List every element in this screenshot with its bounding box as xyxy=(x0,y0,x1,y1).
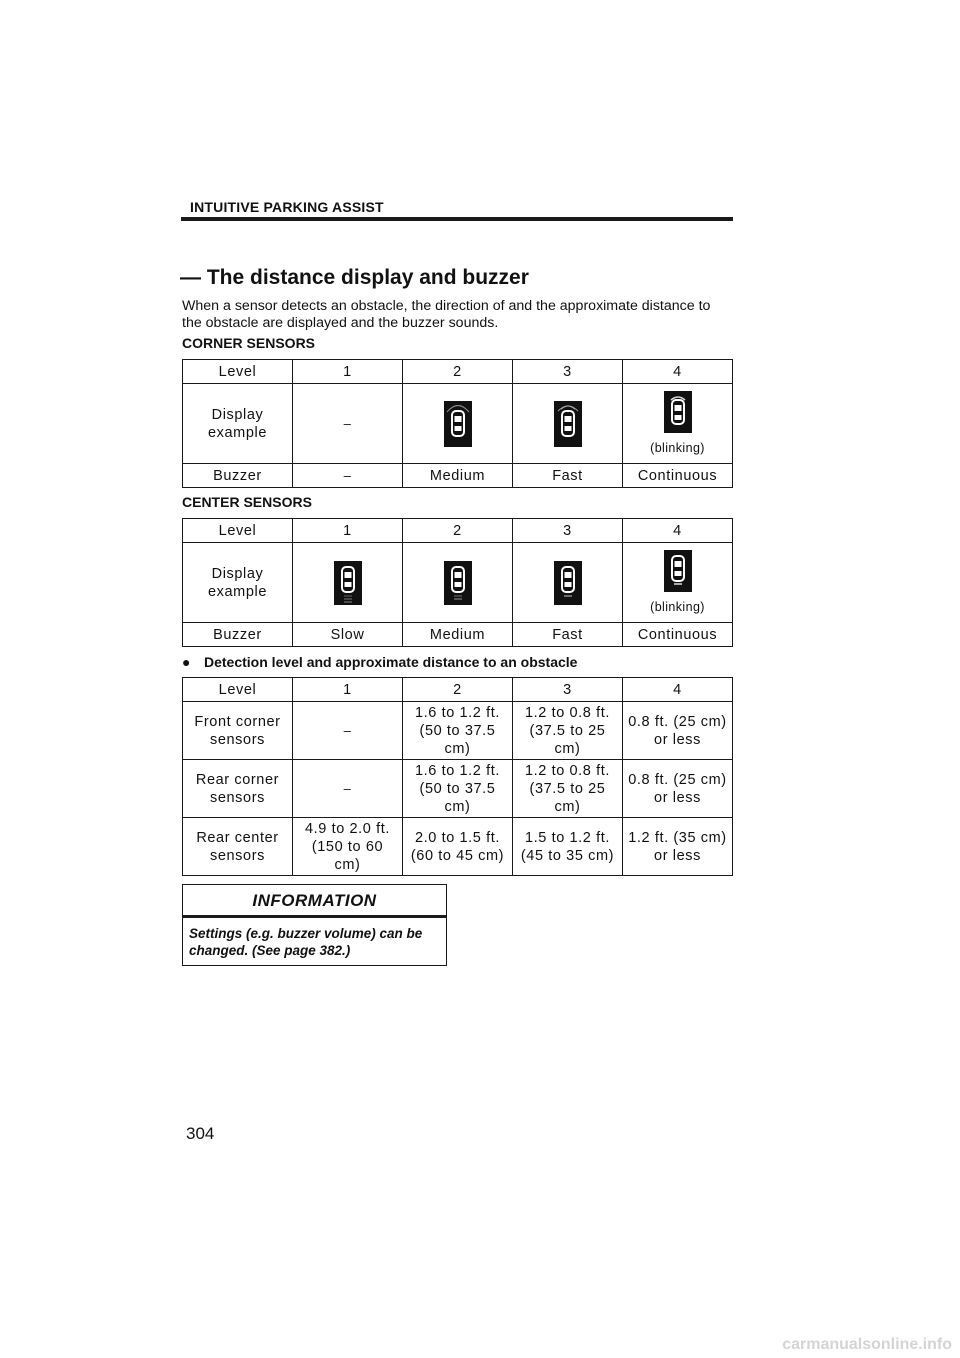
display-cell xyxy=(513,543,623,623)
car-display-center-level4-icon xyxy=(664,550,692,592)
information-text: Settings (e.g. buzzer volume) can be changed. (See page 382.) xyxy=(189,926,423,958)
car-display-center-level2-icon xyxy=(444,561,472,605)
blinking-note: (blinking) xyxy=(650,599,705,614)
car-display-corner-level2-icon xyxy=(444,401,472,447)
page-heading: — The distance display and buzzer xyxy=(180,266,529,289)
information-title: INFORMATION xyxy=(252,891,377,910)
display-cell xyxy=(623,384,733,464)
header-cell: Level xyxy=(183,360,293,384)
display-cell xyxy=(623,543,733,623)
buzzer-cell: Fast xyxy=(513,464,623,488)
display-cell xyxy=(403,543,513,623)
page-number: 304 xyxy=(186,1124,215,1143)
table-cell: 1.2 ft. (35 cm) or less xyxy=(623,818,733,876)
corner-sensors-table xyxy=(182,359,733,488)
table-cell: 4.9 to 2.0 ft. (150 to 60 cm) xyxy=(293,818,403,876)
information-rule xyxy=(183,915,446,918)
table-cell: 1.6 to 1.2 ft. (50 to 37.5 cm) xyxy=(403,702,513,760)
header-rule xyxy=(181,217,733,221)
table-cell: 1.5 to 1.2 ft. (45 to 35 cm) xyxy=(513,818,623,876)
table-cell: 1.2 to 0.8 ft. (37.5 to 25 cm) xyxy=(513,760,623,818)
table-cell: 0.8 ft. (25 cm) or less xyxy=(623,702,733,760)
table-cell: – xyxy=(293,760,403,818)
table-cell: – xyxy=(293,702,403,760)
row-label: Front corner sensors xyxy=(183,702,293,760)
distance-table-label-text: Detection level and approximate distance to an obstacle xyxy=(204,654,578,670)
center-sensors-label: CENTER SENSORS xyxy=(182,494,312,510)
table-row xyxy=(183,760,733,818)
header-cell: 2 xyxy=(403,360,513,384)
section-header: INTUITIVE PARKING ASSIST xyxy=(190,199,384,215)
display-example-label: Display example xyxy=(183,384,293,464)
header-cell: 2 xyxy=(403,519,513,543)
buzzer-cell: Fast xyxy=(513,623,623,647)
buzzer-row xyxy=(183,623,733,647)
display-example-row xyxy=(183,384,733,464)
buzzer-cell: Continuous xyxy=(623,623,733,647)
buzzer-label: Buzzer xyxy=(183,623,293,647)
car-display-corner-level4-icon xyxy=(664,391,692,433)
table-cell: 1.2 to 0.8 ft. (37.5 to 25 cm) xyxy=(513,702,623,760)
table-cell: 2.0 to 1.5 ft. (60 to 45 cm) xyxy=(403,818,513,876)
buzzer-cell: – xyxy=(293,464,403,488)
distance-table-label xyxy=(182,654,577,670)
display-cell xyxy=(293,543,403,623)
table-cell: 1.6 to 1.2 ft. (50 to 37.5 cm) xyxy=(403,760,513,818)
header-cell: 4 xyxy=(623,678,733,702)
header-cell: 3 xyxy=(513,519,623,543)
table-row xyxy=(183,818,733,876)
header-cell: 1 xyxy=(293,678,403,702)
distance-table xyxy=(182,677,733,876)
header-cell: 1 xyxy=(293,360,403,384)
car-display-center-level3-icon xyxy=(554,561,582,605)
header-cell: 3 xyxy=(513,678,623,702)
table-row xyxy=(183,702,733,760)
row-label: Rear corner sensors xyxy=(183,760,293,818)
center-sensors-table xyxy=(182,518,733,647)
car-display-corner-level3-icon xyxy=(554,401,582,447)
car-display-center-level1-icon xyxy=(334,561,362,605)
watermark: carmanualsonline.info xyxy=(782,1336,952,1353)
information-box xyxy=(182,884,447,966)
header-cell: 2 xyxy=(403,678,513,702)
header-cell: Level xyxy=(183,678,293,702)
header-cell: 4 xyxy=(623,360,733,384)
display-cell xyxy=(403,384,513,464)
header-cell: 4 xyxy=(623,519,733,543)
table-header-row xyxy=(183,360,733,384)
table-header-row xyxy=(183,678,733,702)
header-cell: Level xyxy=(183,519,293,543)
blinking-note: (blinking) xyxy=(650,440,705,455)
buzzer-label: Buzzer xyxy=(183,464,293,488)
header-cell: 3 xyxy=(513,360,623,384)
buzzer-cell: Medium xyxy=(403,464,513,488)
table-header-row xyxy=(183,519,733,543)
corner-sensors-label: CORNER SENSORS xyxy=(182,335,316,351)
buzzer-cell: Slow xyxy=(293,623,403,647)
display-example-dash: – xyxy=(293,384,403,464)
intro-paragraph: When a sensor detects an obstacle, the direction of and the approximate distance to the obstacle are displayed and the buzzer sounds. xyxy=(182,298,711,331)
display-example-row xyxy=(183,543,733,623)
row-label: Rear center sensors xyxy=(183,818,293,876)
display-example-label: Display example xyxy=(183,543,293,623)
header-cell: 1 xyxy=(293,519,403,543)
bullet-icon: ● xyxy=(182,654,191,670)
table-cell: 0.8 ft. (25 cm) or less xyxy=(623,760,733,818)
buzzer-cell: Continuous xyxy=(623,464,733,488)
buzzer-cell: Medium xyxy=(403,623,513,647)
buzzer-row xyxy=(183,464,733,488)
display-cell xyxy=(513,384,623,464)
